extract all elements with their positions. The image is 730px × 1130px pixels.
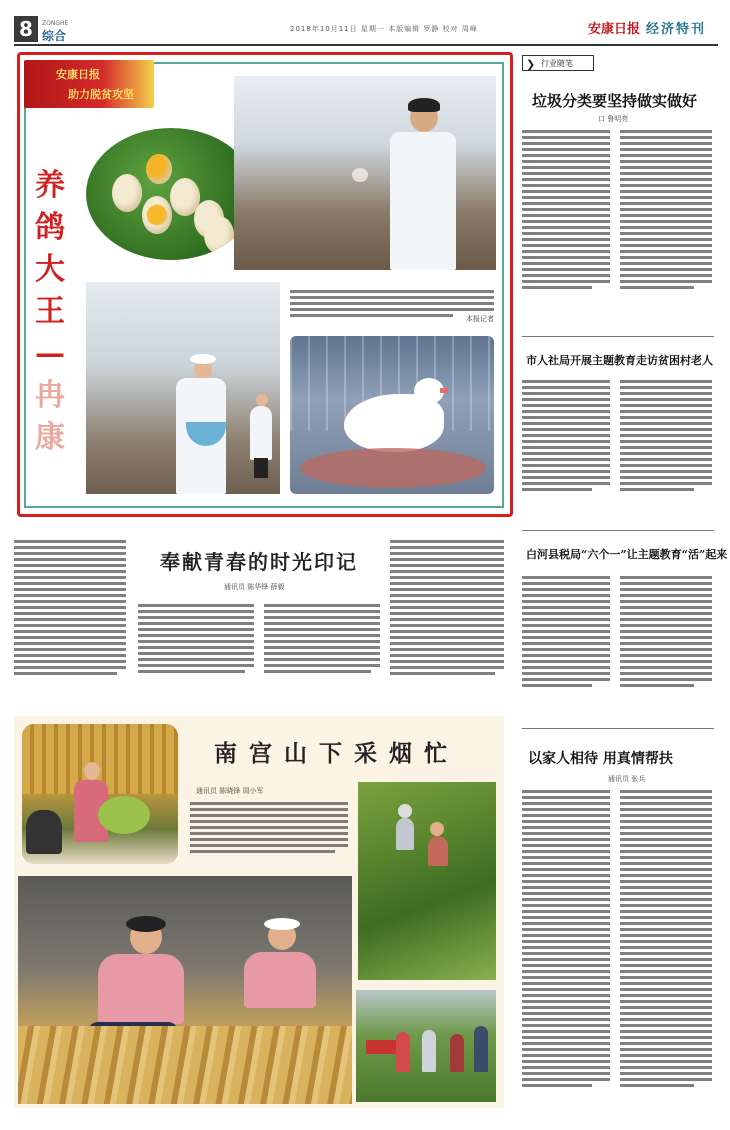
- section-label-text: 综合: [42, 29, 67, 43]
- pigeon-farm-worker-photo: [234, 76, 496, 270]
- tobacco-harvest-photo: [356, 990, 496, 1102]
- pigeon-eggs-photo: [86, 128, 256, 260]
- article-body: [522, 130, 610, 292]
- article-title[interactable]: 垃圾分类要坚持做实做好: [532, 92, 698, 110]
- page-number: 8: [14, 16, 38, 42]
- article-body: [522, 576, 610, 690]
- white-pigeon-photo: [290, 336, 494, 494]
- article-title[interactable]: 白河县税局“六个一”让主题教育“活”起来: [526, 548, 728, 561]
- title-char: 鸽: [35, 210, 65, 245]
- feature-caption-author: 本报记者: [466, 315, 494, 323]
- feature-caption: [290, 290, 494, 324]
- article-body: [390, 540, 504, 678]
- feature-vertical-title: [34, 165, 66, 459]
- middle-article-byline: 通讯员 陈华锋 薛毅: [224, 583, 285, 591]
- bottom-feature-byline: 通讯员 陈晓锋 周小军: [196, 787, 264, 795]
- article-body: [264, 604, 380, 676]
- article-body: [620, 380, 712, 494]
- article-body: [620, 790, 712, 1090]
- article-byline: 通讯员 张兵: [608, 775, 646, 783]
- edition-name: 经济特刊: [646, 22, 707, 37]
- column-tag: ❯ 行业随笔: [522, 55, 594, 71]
- column-tag-text: 行业随笔: [541, 59, 573, 68]
- article-body: [522, 790, 610, 1090]
- feature-badge-line2: 助力脱贫攻坚: [68, 88, 134, 101]
- article-body: [620, 130, 712, 292]
- article-body: [620, 576, 712, 690]
- section-label-small: ZONGHE: [42, 20, 69, 27]
- article-divider: [522, 530, 714, 531]
- article-body: [522, 380, 610, 494]
- article-body: [190, 802, 348, 856]
- article-divider: [522, 728, 714, 729]
- middle-article-title[interactable]: 奉献青春的时光印记: [160, 550, 358, 574]
- article-title[interactable]: 市人社局开展主题教育走访贫困村老人: [526, 354, 713, 367]
- article-body: [138, 604, 254, 676]
- title-char: —: [35, 336, 65, 371]
- tobacco-sorting-photo: [18, 876, 352, 1104]
- bottom-feature-title[interactable]: 南宫山下采烟忙: [214, 740, 459, 767]
- pigeon-feeding-photo: [86, 282, 280, 494]
- title-char: 王: [35, 294, 65, 329]
- paper-name: 安康日报: [588, 22, 641, 37]
- article-divider: [522, 336, 714, 337]
- section-label: [42, 20, 68, 44]
- header-date-info: 2018年10月11日 星期一 本版编辑 罗静 校对 周峰: [290, 25, 478, 33]
- title-char: 大: [35, 252, 65, 287]
- paper-logo: [588, 18, 706, 37]
- article-title[interactable]: 以家人相待 用真情帮扶: [528, 751, 673, 767]
- title-char: 康: [35, 420, 65, 455]
- feature-badge-line1: 安康日报: [56, 68, 100, 81]
- article-byline: 口 鲁明亮: [598, 115, 629, 123]
- article-body: [14, 540, 126, 678]
- title-char: 冉: [35, 378, 65, 413]
- tobacco-drying-photo: [22, 724, 178, 864]
- title-char: 养: [35, 168, 65, 203]
- tobacco-field-photo: [358, 782, 496, 980]
- header-divider: [14, 44, 718, 46]
